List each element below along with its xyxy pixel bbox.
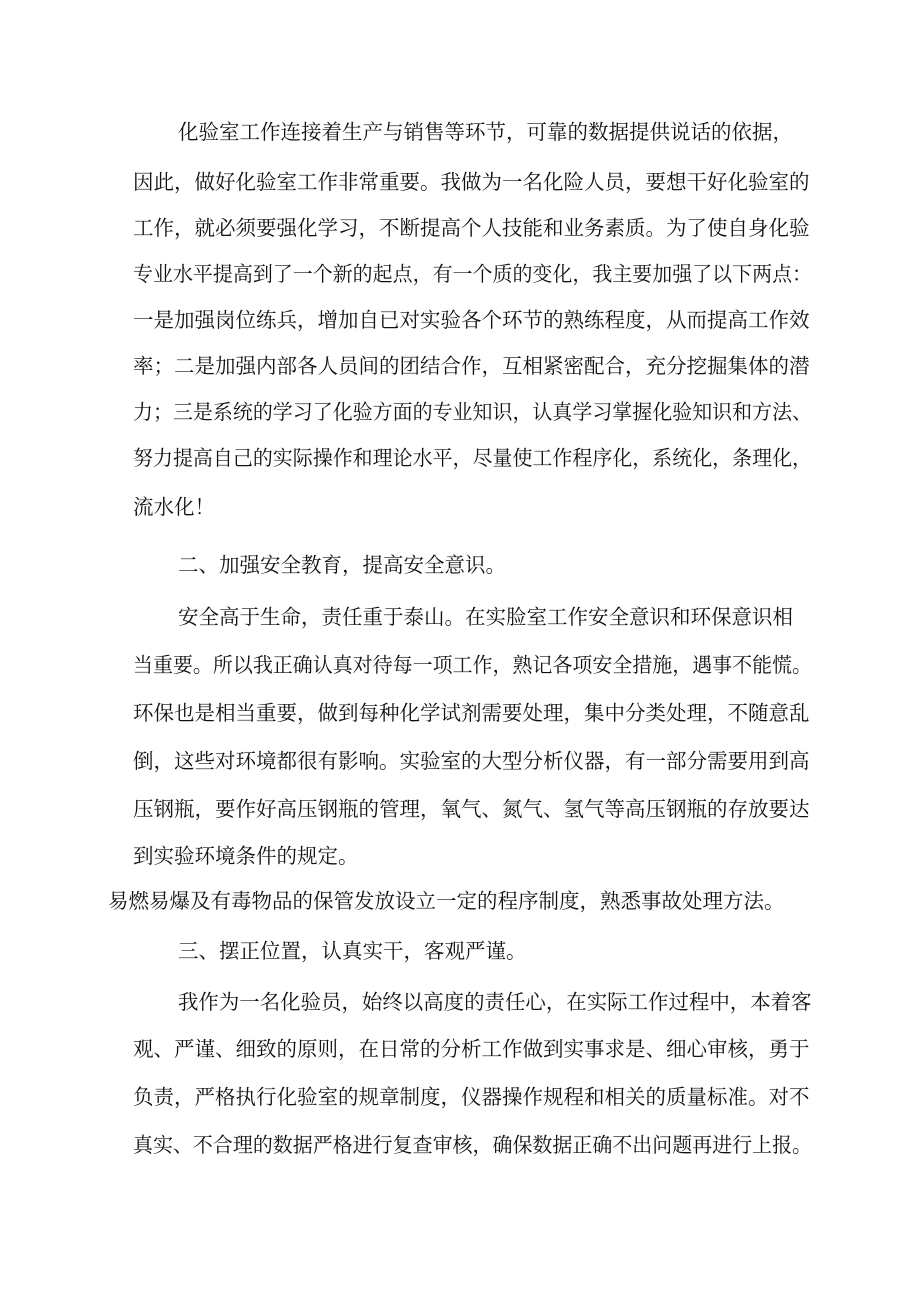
paragraph-1-line-9: 流水化！: [133, 495, 215, 519]
text-line: [0, 398, 920, 426]
text-line: [0, 699, 920, 727]
text-line: [0, 118, 920, 146]
text-line: [0, 1131, 920, 1159]
text-line: [0, 168, 920, 196]
paragraph-6-line-2: 观、严谨、细致的原则，在日常的分析工作做到实事求是、细心审核，勇于: [133, 1037, 810, 1061]
text-line: [0, 260, 920, 288]
paragraph-3-line-2: 当重要。所以我正确认真对待每一项工作，熟记各项安全措施，遇事不能慌。: [133, 653, 813, 677]
paragraph-1-line-3: 工作，就必须要强化学习，不断提高个人技能和业务素质。为了使自身化验: [133, 216, 810, 240]
paragraph-1-line-4: 专业水平提高到了一个新的起点，有一个质的变化，我主要加强了以下两点：: [133, 262, 813, 286]
paragraph-1-line-6: 率；二是加强内部各人员间的团结合作，互相紧密配合，充分挖掘集体的潜: [133, 354, 810, 378]
text-line: [0, 988, 920, 1016]
text-line: [0, 651, 920, 679]
text-line: [0, 1035, 920, 1063]
paragraph-3-line-6: 到实验环境条件的规定。: [133, 844, 359, 868]
text-line: [0, 352, 920, 380]
paragraph-3-line-1: 安全高于生命，责任重于泰山。在实脸室工作安全意识和环保意识相: [178, 605, 793, 629]
paragraph-1-line-2: 因此，做好化验室工作非常重要。我做为一名化险人员，要想干好化验室的: [133, 170, 810, 194]
paragraph-6-line-4: 真实、不合理的数据严格进行复查审核，确保数据正确不出问题再进行上报。: [133, 1133, 813, 1157]
paragraph-1-line-7: 力；三是系统的学习了化验方面的专业知识，认真学习掌握化验知识和方法、: [133, 400, 813, 424]
text-line: [0, 306, 920, 334]
text-line: [0, 747, 920, 775]
paragraph-3-line-4: 倒，这些对环境都很有影响。实验室的大型分析仪器，有一部分需要用到高: [133, 749, 810, 773]
paragraph-1-line-8: 努力提高自己的实际操作和理论水平，尽量使工作程序化，系统化，条理化，: [133, 446, 813, 470]
paragraph-6-line-1: 我作为一名化验员，始终以高度的责任心，在实际工作过程中，本着客: [178, 990, 812, 1014]
section-heading-2: 二、加强安全教育，提高安全意识。: [178, 553, 506, 577]
paragraph-6-line-3: 负责，严格执行化验室的规章制度，仪器操作规程和相关的质量标准。对不: [133, 1085, 810, 1109]
paragraph-1-line-1: 化验室工作连接着生产与销售等环节，可靠的数据提供说话的依据，: [178, 120, 793, 144]
paragraph-1-line-5: 一是加强岗位练兵，增加自已对实验各个环节的熟练程度，从而提高工作效: [133, 308, 810, 332]
text-line: [0, 444, 920, 472]
text-line: [0, 603, 920, 631]
paragraph-3-line-3: 环保也是相当重要，做到每种化学试剂需要处理，集中分类处理，不随意乱: [133, 701, 810, 725]
text-line: [0, 795, 920, 823]
text-line: [0, 493, 920, 521]
text-line: [0, 214, 920, 242]
text-line: [0, 887, 920, 915]
section-heading-3: 三、摆正位置，认真实干，客观严谨。: [178, 939, 527, 963]
text-line: [0, 551, 920, 579]
paragraph-3-line-5: 压钢瓶，要作好高压钢瓶的管理，氧气、氮气、氢气等高压钢瓶的存放要达: [133, 797, 810, 821]
text-line: [0, 842, 920, 870]
paragraph-4-line-1: 易燃易爆及有毒物品的保管发放设立一定的程序制度，熟悉事故处理方法。: [108, 889, 785, 913]
text-line: [0, 937, 920, 965]
text-line: [0, 1083, 920, 1111]
